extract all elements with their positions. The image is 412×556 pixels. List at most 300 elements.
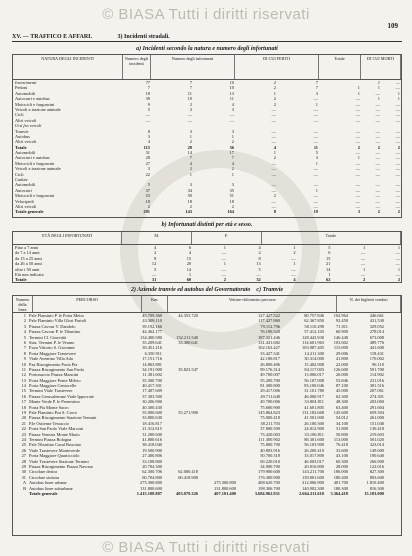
table-cell: 18 [145, 198, 150, 204]
col-m: M. [122, 232, 192, 244]
table-cell: — [375, 128, 380, 134]
table-cell: — [395, 112, 400, 118]
table-cell: 2 [273, 80, 276, 85]
table-cell: — [355, 182, 360, 188]
table-cell: 17 [229, 150, 234, 156]
table-cell: 8 [147, 128, 150, 134]
row-label: oltre i 50 anni [15, 266, 40, 272]
route-name: Pzle Flaminio Pza S. Croce [29, 410, 78, 416]
table-cell: 49.700.007 [260, 372, 280, 378]
row-label: Tranvie [15, 128, 29, 134]
table-cell: — [395, 203, 400, 209]
table-cell: — [271, 112, 276, 118]
table-cell: 27 [145, 160, 150, 166]
route-name: Piazza Cavour V. Dandolo [29, 323, 76, 329]
row-label: Totale [15, 277, 27, 283]
table-cell: 2.664.211.610 [298, 490, 324, 496]
table-cell: 10 [187, 96, 192, 102]
table-cell: 3 [189, 182, 192, 188]
table-cell: — [271, 166, 276, 172]
table-cell: 43.309.110 [142, 318, 162, 324]
section-a-title: a) Incidenti secondo la natura e numero degli infortunati [136, 46, 278, 52]
route-name: Piazza Gerusalemme Viale Ippocrate [29, 393, 94, 399]
table-cell: — [313, 193, 318, 199]
line-number: 25 [21, 442, 26, 448]
table-cell: — [229, 112, 234, 118]
col-line-no: Numero della linea [13, 296, 33, 312]
table-cell: 2 [377, 144, 380, 150]
table-cell: — [375, 117, 380, 123]
table-cell: 4 [189, 160, 192, 166]
route-name: Circolare sinistra [29, 474, 60, 480]
table-cell: 122.016 [369, 463, 384, 469]
route-name: Staz. Termini P. le Verano [29, 339, 75, 345]
table-cell: 30.206.900 [142, 399, 162, 405]
table-cell: 3 [147, 166, 150, 172]
table-cell: — [395, 255, 401, 261]
table-cell: 115.000 [333, 345, 348, 351]
table-cell: — [145, 112, 150, 118]
table-cell: 56.107.008 [304, 377, 324, 383]
table-cell: 180.300 [333, 485, 348, 491]
section-c-subtitle: 2) Aziende tranvie ed autobus del Governatorato [130, 287, 251, 293]
table-cell: — [221, 255, 226, 261]
table-cell: — [355, 166, 360, 172]
table-cell: 7 [189, 80, 192, 85]
table-cell: 41.501.000 [304, 415, 324, 421]
table-cell: 75.600.900 [260, 404, 280, 410]
table-cell: 1 [189, 133, 192, 139]
row-label: Motocicli e furgoncini [15, 101, 55, 107]
table-cell: 13.006.017 [304, 372, 324, 378]
table-cell: 140.902.300 [302, 485, 324, 491]
row-label: Cicli [15, 171, 24, 177]
table-cell: 1 [315, 160, 318, 166]
table-cell: 3 [231, 128, 234, 134]
table-cell: 403.079.326 [176, 490, 198, 496]
table-cell: — [395, 193, 400, 199]
table-cell: 2 [189, 203, 192, 209]
table-cell: — [355, 139, 360, 145]
table-cell: 5 [258, 266, 261, 272]
line-number: 1 [23, 313, 26, 318]
route-name: Porta Maggiore Trastevere [29, 350, 76, 356]
table-cell: 401.700 [333, 480, 348, 486]
table-cell: 2 [397, 209, 400, 215]
table-cell: 3 [315, 155, 318, 161]
line-number: 26 [21, 447, 26, 453]
table-cell: 1 [397, 266, 401, 272]
table-cell: 207.061 [369, 388, 384, 394]
route-name: Viale Trastevere Monteverde [29, 447, 80, 453]
table-cell: 4 [273, 144, 276, 150]
line-number: 27 [21, 453, 26, 459]
table-cell: — [313, 106, 318, 112]
table-incidents-header [13, 55, 401, 80]
table-cell: — [271, 133, 276, 139]
table-cell: 128.443.930 [302, 334, 324, 340]
col-age: ETÀ DEGLI INFORTUNATI [13, 232, 122, 244]
table-cell: 1 [357, 85, 360, 91]
table-cell: — [355, 117, 360, 123]
table-cell: 13 [229, 90, 234, 96]
table-cell: 77 [145, 80, 150, 85]
line-number: 19 [21, 410, 26, 416]
table-cell: 50 [187, 193, 192, 199]
table-cell: 1 [357, 155, 360, 161]
line-number: 13 [21, 377, 26, 383]
route-name: Pza Risorgimento Porta Pia [29, 361, 78, 367]
line-number [13, 491, 27, 496]
row-label: Investimenti [15, 80, 37, 85]
table-cell: — [355, 112, 360, 118]
line-number: 4 [23, 329, 26, 335]
route-name: Piazza Risorgimento Stazione Termini [29, 415, 97, 421]
table-cell: — [221, 266, 226, 272]
line-number: 15 [21, 388, 26, 394]
table-cell: 60.300 [335, 458, 348, 464]
table-cell: — [360, 255, 366, 261]
table-cell: — [395, 85, 400, 91]
table-cell: — [395, 250, 401, 256]
table-cell: — [229, 117, 234, 123]
table-cell: — [375, 133, 380, 139]
col-f: F. [192, 232, 262, 244]
table-cell: — [313, 182, 318, 188]
table-cell: 131.800.600 [214, 485, 236, 491]
page-number: 109 [387, 22, 398, 30]
table-cell: 1 [273, 90, 276, 96]
table-cell: 18 [229, 198, 234, 204]
table-cell: 803.600 [369, 474, 384, 480]
table-cell: — [313, 133, 318, 139]
table-cell: 143.211.700 [302, 469, 324, 475]
table-cell: 4 [188, 250, 192, 256]
table-cell: 28.000 [335, 463, 348, 469]
col-dead: DI CUI MORTI [361, 55, 401, 79]
line-number: 14 [21, 383, 26, 389]
table-cell: 2 [258, 250, 261, 256]
table-cell: 3.364.418 [330, 490, 348, 496]
table-cell: 5 [147, 106, 150, 112]
page-header [12, 34, 402, 42]
table-cell: — [291, 271, 296, 277]
table-cell: 4 [231, 160, 234, 166]
table-cell: — [395, 155, 400, 161]
table-cell: 22 [145, 171, 150, 177]
table-cell: 18 [187, 198, 192, 204]
table-cell: — [375, 182, 380, 188]
table-cell: — [271, 182, 276, 188]
table-cell: 39.192.166 [142, 323, 162, 329]
table-cell: 2 [231, 203, 234, 209]
table-cell: 446.661 [369, 313, 384, 318]
table-cell: 33.106.811 [304, 431, 324, 437]
table-cell: 1 [189, 171, 192, 177]
table-cell: 2 [293, 250, 296, 256]
table-cell: 30.314.000 [304, 356, 324, 362]
table-cell: — [395, 150, 400, 156]
table-cell: — [271, 198, 276, 204]
table-cell: 8 [258, 255, 261, 261]
table-cell: 32 [256, 277, 261, 283]
route-name: Autobus linee urbane [29, 480, 67, 486]
table-cell: 31 [145, 150, 150, 156]
row-label: Cadute [15, 177, 28, 183]
table-cell: 11 [313, 144, 318, 150]
table-cell: 49.700.006 [260, 399, 280, 405]
table-cell: 7 [147, 85, 150, 91]
table-cell: 35 [229, 187, 234, 193]
row-label: Urti fra veicoli [15, 123, 42, 129]
row-label: Totale generale [15, 209, 44, 215]
route-name: Termini Cl. Cinecittà [29, 334, 67, 340]
table-cell: 76.418 [335, 442, 348, 448]
row-label: Fino a 7 anni [15, 245, 39, 250]
table-cell: 62.367.850 [304, 318, 324, 324]
table-cell: — [313, 166, 318, 172]
table-cell: 40.300.430 [142, 404, 162, 410]
table-tram-header [13, 296, 401, 313]
table-age [12, 231, 402, 283]
row-label: Veicoli a trazione animale [15, 106, 61, 112]
table-cell: — [271, 203, 276, 209]
section-c-title [12, 287, 402, 293]
line-number: 31 [21, 474, 26, 480]
route-name: Pzle Flaminio Villa Glori Parioli [29, 318, 87, 324]
table-cell: 33.427.341 [260, 350, 280, 356]
table-cell: 55.200.700 [260, 377, 280, 383]
section-c-heading: c) Tramvie [256, 287, 284, 293]
table-cell: 6 [328, 250, 331, 256]
col-route: PERCORSO [33, 296, 142, 312]
table-cell: 76.190.520 [260, 329, 280, 335]
table-cell: 15.103.000 [364, 490, 384, 496]
row-label: Altri veicoli [15, 203, 37, 209]
table-cell: — [395, 106, 400, 112]
table-cell: 441.600 [369, 345, 384, 351]
line-number: 2 [23, 318, 26, 324]
table-cell: 50.700.318 [260, 453, 280, 459]
table-cell: 10 [229, 80, 234, 85]
line-number: 12 [21, 372, 26, 378]
table-cell: — [187, 117, 192, 123]
table-cell: 102.964 [333, 313, 348, 318]
route-name: Termini Piazza Bologna [29, 436, 72, 442]
table-cell: 33.600 [335, 447, 348, 453]
table-cell: 41.800.616 [142, 436, 162, 442]
table-cell: 45.000 [335, 388, 348, 394]
table-cell: 102.163.427 [258, 345, 280, 351]
table-cell: 21.312.615 [142, 426, 162, 432]
table-cell: — [395, 166, 400, 172]
table-cell: 88.301.600 [304, 436, 324, 442]
table-cell: — [291, 255, 296, 261]
table-cell: 3 [231, 106, 234, 112]
table-cell: 56.103.900 [304, 442, 324, 448]
table-cell: 29.006 [335, 350, 348, 356]
table-cell: 38.418.040 [142, 442, 162, 448]
line-number: A [22, 480, 26, 486]
table-cell: — [395, 133, 400, 139]
row-label: Motocicli e furgoncini [15, 160, 55, 166]
table-cell: 3 [315, 90, 318, 96]
table-cell: 266.900 [369, 458, 384, 464]
watermark-top: © BIASA Tutti i diritti riservati [102, 6, 310, 23]
line-number: 22 [21, 426, 26, 432]
table-cell: 2 [147, 203, 150, 209]
table-cell: 816.300 [369, 485, 384, 491]
table-cell: 203.060 [369, 399, 384, 405]
table-cell: 261.000 [369, 415, 384, 421]
row-label: Automobili [15, 182, 36, 188]
table-cell: 41.601.805 [304, 404, 324, 410]
table-cell: — [395, 198, 400, 204]
route-name: Circolare destra [29, 469, 57, 475]
table-tram-body [13, 313, 401, 496]
table-row [13, 209, 401, 214]
table-cell: 1 [328, 271, 331, 277]
section-code: XV. — TRAFFICO E AFFARI. [12, 34, 93, 40]
table-cell: 431.530 [369, 318, 384, 324]
table-cell: 28 [187, 144, 192, 150]
table-cell: 26.000 [335, 372, 348, 378]
table-cell: 5 [328, 245, 331, 250]
row-label: Autobus [15, 133, 30, 139]
table-cell: 278.014 [369, 329, 384, 335]
table-cell: 673.008 [369, 334, 384, 340]
table-cell: 186.000 [333, 469, 348, 475]
table-cell: 3 [189, 106, 192, 112]
table-cell: 1 [223, 261, 226, 267]
route-name: Monte Verde P. le Prenestino [29, 399, 80, 405]
table-cell: 15.402.908 [304, 361, 324, 367]
table-cell: 1 [293, 261, 296, 267]
table-cell: — [187, 112, 192, 118]
line-number: 10 [21, 361, 26, 367]
table-cell: 2 [231, 166, 234, 172]
table-cell: 179.900.600 [258, 469, 280, 475]
table-cell: 20.016.800 [304, 463, 324, 469]
table-cell: 7 [189, 85, 192, 91]
table-cell: 19.500.900 [142, 447, 162, 453]
table-cell: 3 [357, 209, 360, 215]
table-cell: — [313, 96, 318, 102]
table-cell: 57.412.103 [304, 329, 324, 335]
route-name: Piazza Cavour P. le Tiburtino [29, 329, 81, 335]
table-row [13, 491, 401, 496]
table-cell: — [375, 203, 380, 209]
line-number: 23 [21, 431, 26, 437]
table-cell: 26.100.300 [304, 420, 324, 426]
table-cell: 73.420.003 [260, 431, 280, 437]
table-cell: 9 [147, 101, 150, 107]
table-cell: 126.600 [333, 366, 348, 372]
table-cell: — [221, 250, 226, 256]
table-cell: 80.757.846 [304, 313, 324, 318]
table-cell: — [271, 139, 276, 145]
table-cell: 111.300.902 [258, 436, 280, 442]
table-cell: — [355, 128, 360, 134]
table-cell: 14 [326, 266, 331, 272]
row-label: da 7 a 14 anni [15, 250, 40, 256]
table-cell: 2 [363, 277, 366, 283]
col-persons: Numero degli infortunati [151, 55, 235, 79]
table-cell: 4 [258, 245, 261, 250]
table-cell: — [375, 139, 380, 145]
table-cell: 11 [187, 90, 192, 96]
table-cell: 62.000.418 [178, 469, 198, 475]
table-cell: 329.052 [369, 323, 384, 329]
table-cell: — [395, 271, 401, 277]
table-cell: 27.400.806 [142, 453, 162, 459]
table-cell: 14.863.881 [142, 361, 162, 367]
table-cell: 54.012 [335, 415, 348, 421]
route-name: Viale Aventino Villa Ada [29, 356, 73, 362]
line-number: 11 [21, 366, 26, 372]
table-cell: 407.101.400 [214, 490, 236, 496]
table-cell: 99.176.314 [260, 366, 280, 372]
row-label: Autocarri e autobus [15, 155, 50, 161]
table-cell: 35.300.700 [142, 377, 162, 383]
table-cell: — [360, 261, 366, 267]
table-cell: 58.110.298 [304, 323, 324, 329]
route-name: Porta San Paolo Viale Marconi [29, 426, 84, 432]
table-cell: 18 [145, 90, 150, 96]
table-cell: 180.400 [333, 474, 348, 480]
table-cell: 33.804.811 [304, 399, 324, 405]
table-cell: 1 [293, 245, 296, 250]
route-name: Porta Maggiore Ponte Milvio [29, 377, 81, 383]
table-cell: 44.462.177 [142, 329, 162, 335]
table-cell: 1.415.108.807 [136, 490, 162, 496]
table-cell: 79.112.796 [260, 323, 280, 329]
table-cell: — [375, 166, 380, 172]
table-cell: 2 [273, 155, 276, 161]
table-cell: 3.684.962.931 [254, 490, 280, 496]
table-cell: 29.417.006 [260, 388, 280, 394]
line-number: 17 [21, 399, 26, 405]
line-number: 9 [23, 356, 26, 362]
table-cell: 49.711.640 [260, 393, 280, 399]
table-cell: — [271, 117, 276, 123]
row-label: Autocarri e autobus [15, 96, 50, 102]
table-cell: 62 [326, 277, 331, 283]
table-cell: — [256, 271, 261, 277]
table-cell: 231.016 [369, 377, 384, 383]
table-cell: 43.100 [335, 453, 348, 459]
table-cell: 2 [397, 144, 400, 150]
table-cell: 2 [189, 101, 192, 107]
table-cell: — [355, 101, 360, 107]
line-number: 20 [21, 415, 26, 421]
line-number: 8 [23, 350, 26, 356]
table-cell: 2 [377, 209, 380, 215]
table-cell: 176.300.900 [258, 474, 280, 480]
line-number: B [23, 485, 26, 491]
table-cell: — [375, 112, 380, 118]
table-cell: 33.017.800 [304, 453, 324, 459]
table-cell: 39.451.216 [142, 345, 162, 351]
table-cell: — [360, 271, 366, 277]
route-name: P.le Ostiense Testaccio [29, 420, 69, 426]
table-cell: 4 [293, 277, 296, 283]
table-cell: 2 [273, 101, 276, 107]
table-cell: 145.864.823 [258, 410, 280, 416]
row-label: Età non indicata [15, 271, 44, 277]
table-cell: 14 [187, 150, 192, 156]
table-cell: 198.306.700 [258, 485, 280, 491]
